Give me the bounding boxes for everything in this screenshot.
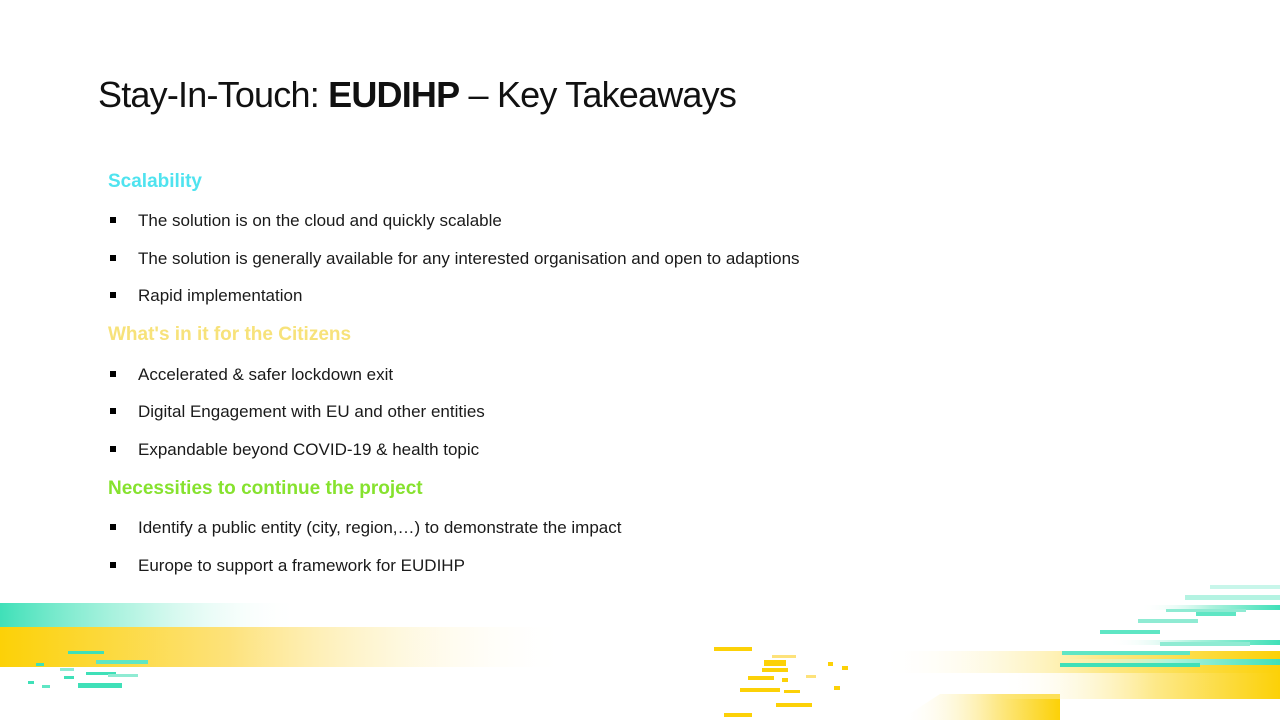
section-heading-scalability: Scalability [108, 171, 202, 192]
dash [724, 713, 752, 717]
dash [60, 668, 74, 671]
dash [78, 683, 122, 688]
dash [842, 666, 848, 670]
dash [1166, 609, 1246, 612]
dash [1100, 630, 1160, 634]
dash [806, 675, 816, 678]
dash [1062, 651, 1190, 655]
dash [1185, 595, 1280, 600]
bullet-text: Rapid implementation [138, 286, 303, 305]
title-bold: EUDIHP [328, 74, 460, 115]
dash [96, 660, 148, 664]
dash [1160, 642, 1250, 646]
dash [740, 688, 780, 692]
dash [834, 686, 840, 690]
dash [1196, 612, 1236, 616]
dash [68, 651, 104, 654]
dash [828, 662, 833, 666]
dash [784, 690, 800, 693]
teal-band-left [0, 603, 300, 627]
yellow-band-left [0, 627, 570, 667]
dash [108, 674, 138, 677]
dash [714, 647, 752, 651]
bullet-text: Europe to support a framework for EUDIHP [138, 556, 465, 575]
dash [1210, 585, 1280, 589]
dash [28, 681, 34, 684]
bullet-text: Identify a public entity (city, region,…) to demonstrate the impact [138, 518, 622, 537]
bullet-text: The solution is generally available for any interested organisation and open to adaptions [138, 249, 800, 268]
section-heading-citizens: What's in it for the Citizens [108, 324, 352, 345]
bullet-text: Accelerated & safer lockdown exit [138, 365, 394, 384]
bullet-text: The solution is on the cloud and quickly scalable [138, 211, 502, 230]
dash [1060, 663, 1200, 667]
dash [42, 685, 50, 688]
dash [776, 703, 812, 707]
bullet-text: Expandable beyond COVID-19 & health topic [138, 440, 480, 459]
dash [64, 676, 74, 679]
yellow-band-right-lower [1000, 673, 1280, 699]
title-suffix: – Key Takeaways [459, 74, 737, 115]
dash [772, 655, 796, 658]
dash [36, 663, 44, 666]
bullet-text: Digital Engagement with EU and other entities [138, 402, 485, 421]
section-heading-necessities: Necessities to continue the project [108, 478, 423, 499]
dash [782, 678, 788, 682]
dash [748, 676, 774, 680]
title-prefix: Stay-In-Touch: [98, 74, 329, 115]
dash [1138, 619, 1198, 623]
dash [762, 668, 788, 672]
dash [764, 660, 786, 666]
